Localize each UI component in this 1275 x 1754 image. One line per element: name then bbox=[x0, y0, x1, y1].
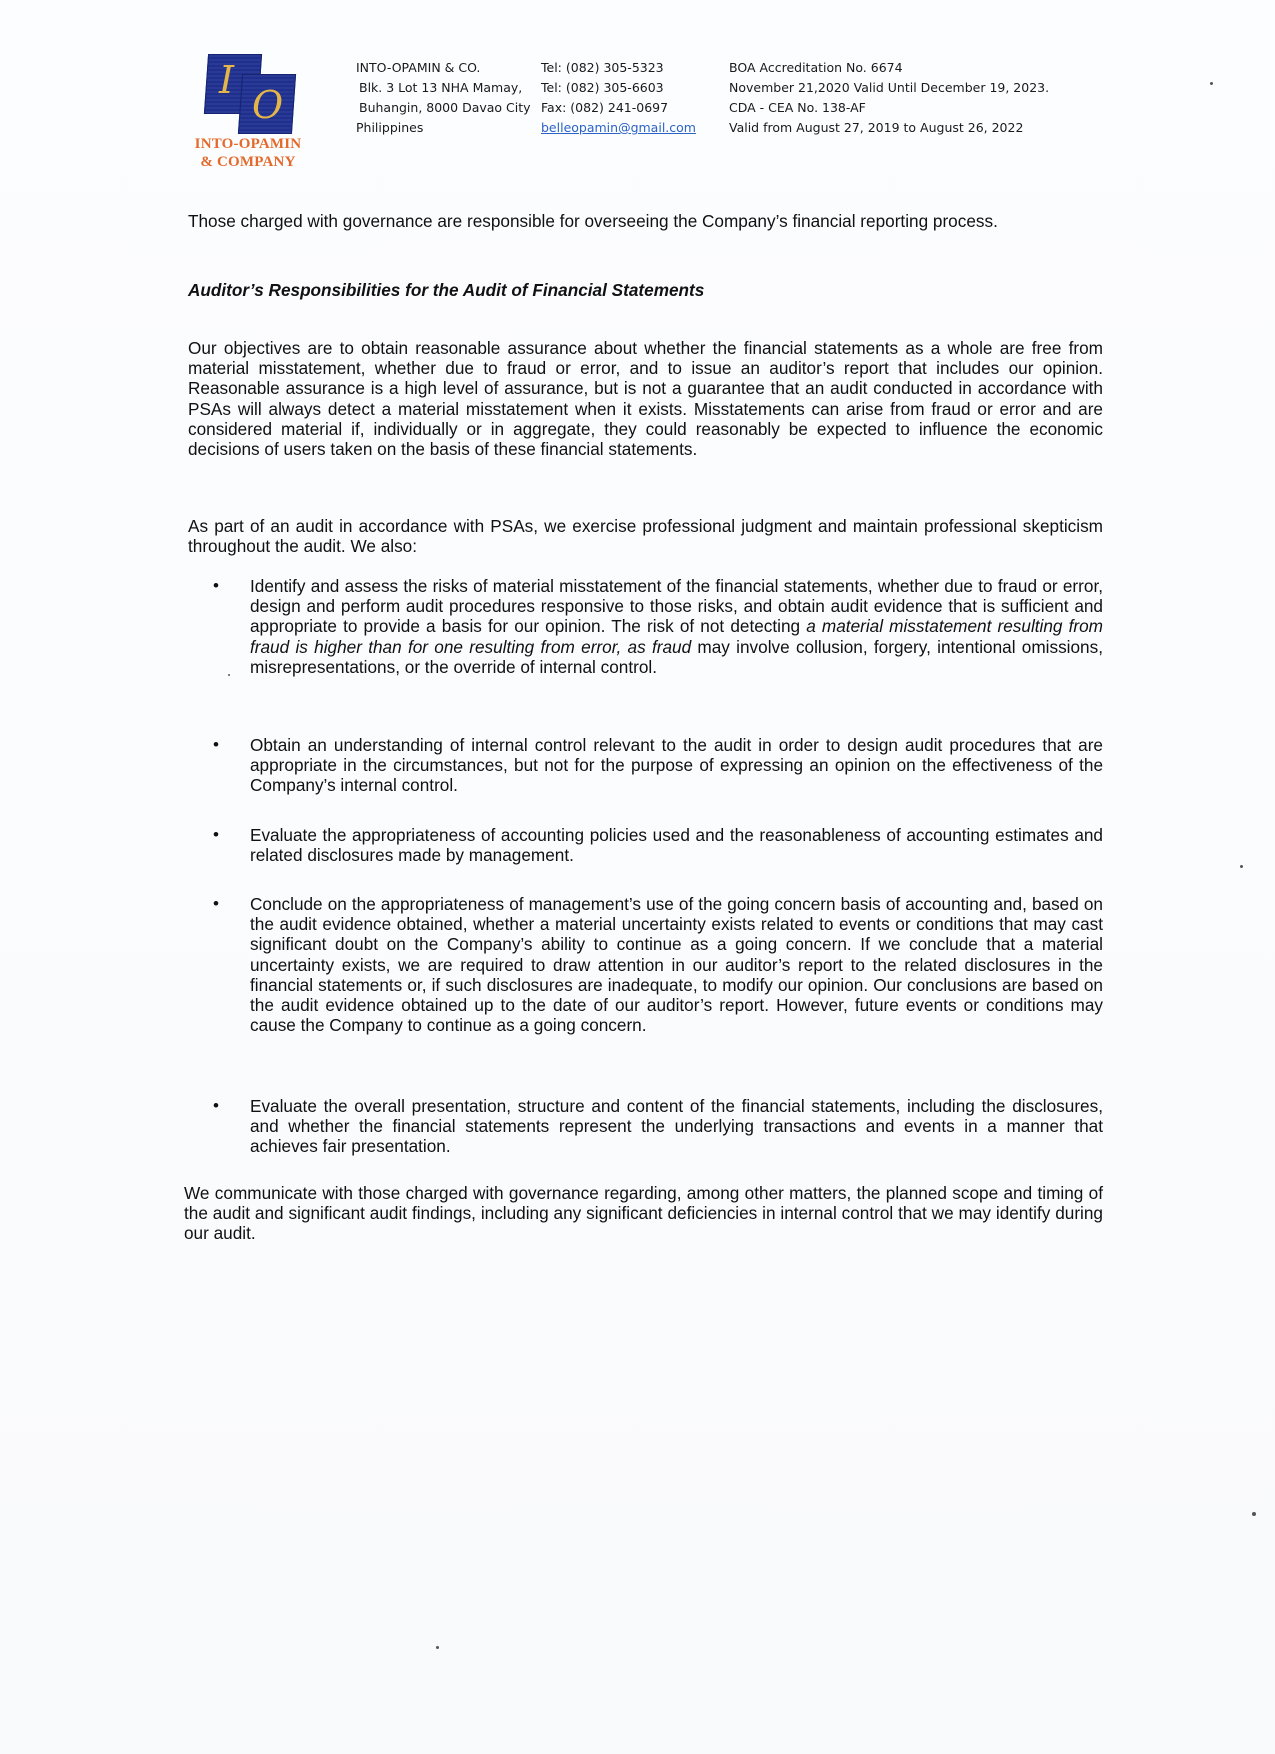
bullet-icon: • bbox=[213, 1096, 219, 1115]
list-item-text: Obtain an understanding of internal control relevant to the audit in order to design audit procedures that are appropriate in the circumstances, but not for the purpose of expressing an opinion on the effectiveness of the Company’s internal control. bbox=[250, 735, 1103, 796]
communicate-paragraph: We communicate with those charged with governance regarding, among other matters, the planned scope and timing of the audit and significant audit findings, including any significant deficiencies in internal control that we may identify during our audit. bbox=[184, 1183, 1103, 1244]
governance-paragraph: Those charged with governance are responsible for overseeing the Company’s financial reporting process. bbox=[188, 211, 998, 231]
letterhead-accreditation bbox=[729, 58, 1049, 138]
bullet-icon: • bbox=[213, 894, 219, 913]
boa-accreditation: BOA Accreditation No. 6674 bbox=[729, 60, 903, 75]
logo-name-line1: INTO-OPAMIN bbox=[194, 136, 302, 152]
scan-speck bbox=[1210, 82, 1213, 85]
email-link[interactable]: belleopamin@gmail.com bbox=[541, 120, 696, 135]
logo-monogram-i: I bbox=[219, 58, 235, 102]
telephone-1: Tel: (082) 305-5323 bbox=[541, 60, 664, 75]
address-line3: Philippines bbox=[356, 120, 424, 135]
list-item bbox=[213, 894, 1103, 1036]
list-item-text-italic: a material misstatement resulting from fraud is higher than for one resulting from error, as fraud bbox=[250, 616, 1103, 657]
logo-monogram-o: O bbox=[252, 83, 284, 127]
fax-number: Fax: (082) 241-0697 bbox=[541, 100, 669, 115]
letterhead-address bbox=[356, 58, 531, 138]
list-item-text-part3: may involve collusion, forgery, intentional omissions, misrepresentations, or the override of internal control. bbox=[250, 636, 1103, 677]
telephone-2: Tel: (082) 305-6603 bbox=[541, 80, 664, 95]
bullet-icon: • bbox=[213, 825, 219, 844]
list-item-text-part1: Identify and assess the risks of material misstatement of the financial statements, whether due to fraud or error, design and perform audit procedures responsive to those risks, and obtain audit evidence that is sufficient and appropriate to provide a basis for our opinion. The risk of not detecting bbox=[250, 576, 1103, 637]
list-item-text: Evaluate the appropriateness of accounting policies used and the reasonableness of accounting estimates and related disclosures made by management. bbox=[250, 825, 1103, 866]
scan-speck bbox=[228, 674, 230, 676]
section-heading: Auditor’s Responsibilities for the Audit of Financial Statements bbox=[188, 280, 705, 300]
company-logo bbox=[186, 52, 310, 172]
list-item bbox=[213, 1096, 1103, 1157]
objectives-paragraph: Our objectives are to obtain reasonable assurance about whether the financial statements as a whole are free from material misstatement, whether due to fraud or error, and to issue an auditor’s report that includes our opinion. Reasonable assurance is a high level of assurance, but is not a guarantee that an audit conducted in accordance with PSAs will always detect a material misstatement when it exists. Misstatements can arise from fraud or error and are considered material if, individually or in aggregate, they could reasonably be expected to influence the economic decisions of users taken on the basis of these financial statements. bbox=[188, 338, 1103, 460]
address-line2: Buhangin, 8000 Davao City bbox=[359, 100, 531, 115]
cda-cea-number: CDA - CEA No. 138-AF bbox=[729, 100, 866, 115]
list-item bbox=[213, 576, 1103, 677]
as-part-paragraph: As part of an audit in accordance with PSAs, we exercise professional judgment and maintain professional skepticism throughout the audit. We also: bbox=[188, 516, 1103, 557]
scan-speck bbox=[1252, 1512, 1256, 1516]
cda-validity: Valid from August 27, 2019 to August 26, 2022 bbox=[729, 120, 1024, 135]
list-item-text: Evaluate the overall presentation, structure and content of the financial statements, including the disclosures, and whether the financial statements represent the underlying transactions and events in a manner that achieves fair presentation. bbox=[250, 1096, 1103, 1157]
list-item-text: Conclude on the appropriateness of management’s use of the going concern basis of accounting and, based on the audit evidence obtained, whether a material uncertainty exists related to events or conditions that may cast significant doubt on the Company’s ability to continue as a going concern. If we conclude that a material uncertainty exists, we are required to draw attention in our auditor’s report to the related disclosures in the financial statements or, if such disclosures are inadequate, to modify our opinion. Our conclusions are based on the audit evidence obtained up to the date of our auditor’s report. However, future events or conditions may cause the Company to continue as a going concern. bbox=[250, 894, 1103, 1036]
boa-validity: November 21,2020 Valid Until December 19, 2023. bbox=[729, 80, 1050, 95]
scan-speck bbox=[436, 1646, 439, 1649]
bullet-icon: • bbox=[213, 576, 219, 595]
logo-name-line2: & COMPANY bbox=[200, 154, 296, 170]
letterhead-contact bbox=[541, 58, 696, 138]
list-item bbox=[213, 825, 1103, 866]
bullet-icon: • bbox=[213, 735, 219, 754]
address-line1: Blk. 3 Lot 13 NHA Mamay, bbox=[359, 80, 523, 95]
list-item bbox=[213, 735, 1103, 796]
scan-speck bbox=[1240, 865, 1243, 868]
company-name: INTO-OPAMIN & CO. bbox=[356, 60, 481, 75]
